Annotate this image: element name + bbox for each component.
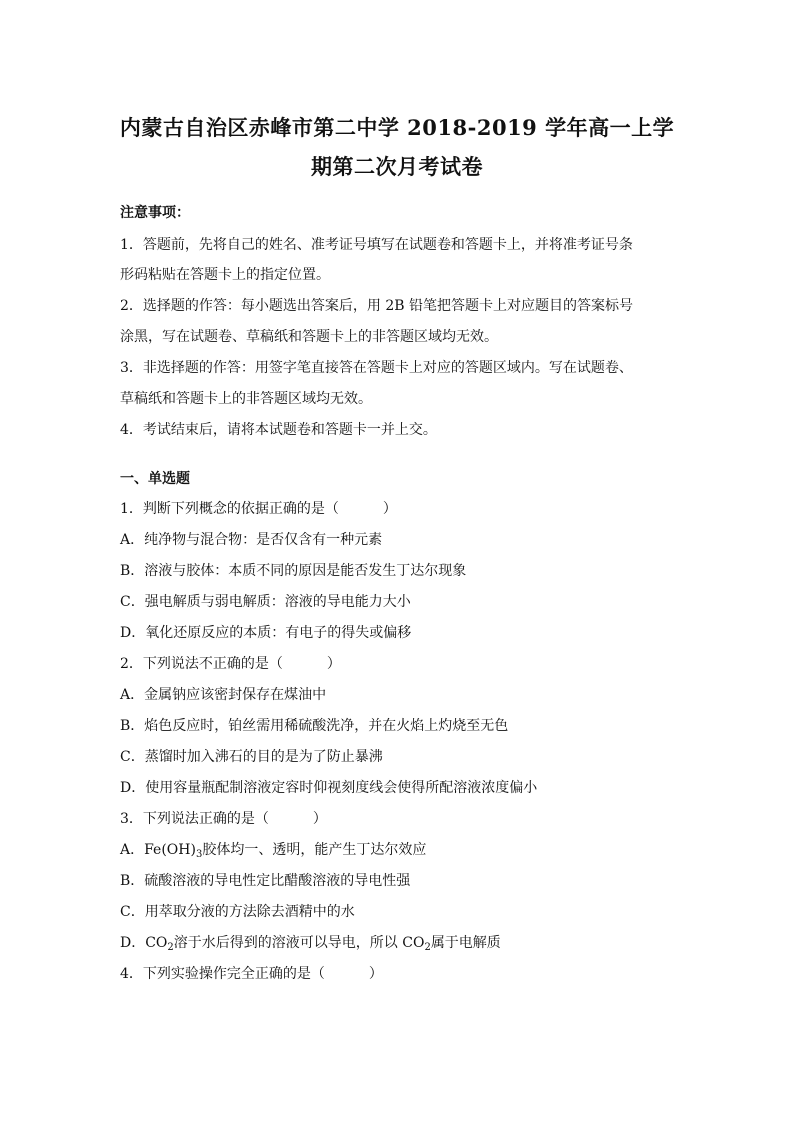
question-1-option-d: D．氧化还原反应的本质：有电子的得失或偏移 [120, 625, 412, 641]
option-d-middle: 溶于水后得到的溶液可以导电，所以 CO [173, 935, 425, 951]
question-3-option-b: B．硫酸溶液的导电性定比醋酸溶液的导电性强 [120, 873, 411, 889]
question-2-option-c: C．蒸馏时加入沸石的目的是为了防止暴沸 [120, 749, 383, 765]
question-1-stem-close: ） [382, 501, 397, 517]
question-3-stem-close: ） [312, 811, 327, 827]
question-1-option-c: C．强电解质与弱电解质：溶液的导电能力大小 [120, 594, 411, 610]
question-4-stem-text: 4．下列实验操作完全正确的是（ [120, 966, 325, 982]
subscript: 3 [195, 849, 203, 860]
question-2-option-a: A．金属钠应该密封保存在煤油中 [120, 687, 327, 703]
question-2-option-d: D．使用容量瓶配制溶液定容时仰视刻度线会使得所配溶液浓度偏小 [120, 780, 538, 796]
exam-title-line-1: 内蒙古自治区赤峰市第二中学 2018-2019 学年高一上学 [119, 115, 675, 140]
option-a-rest: 胶体均一、透明，能产生丁达尔效应 [202, 842, 427, 858]
section-heading: 一、单选题 [120, 471, 190, 487]
option-a-part: A．Fe(OH) [120, 842, 196, 858]
question-2-option-b: B．焰色反应时，铂丝需用稀硫酸洗净，并在火焰上灼烧至无色 [120, 718, 509, 734]
question-3-option-a [120, 840, 680, 860]
notice-item-2b: 涂黑，写在试题卷、草稿纸和答题卡上的非答题区域均无效。 [120, 329, 498, 345]
question-2-stem-close: ） [326, 656, 341, 672]
question-3-stem-text: 3．下列说法正确的是（ [120, 811, 269, 827]
question-1-option-b: B．溶液与胶体：本质不同的原因是能否发生丁达尔现象 [120, 563, 467, 579]
question-3-option-c: C．用萃取分液的方法除去酒精中的水 [120, 904, 355, 920]
subscript: 2 [424, 942, 431, 953]
question-1-option-a: A．纯净物与混合物：是否仅含有一种元素 [120, 532, 383, 548]
notice-item-1b: 形码粘贴在答题卡上的指定位置。 [120, 267, 330, 283]
notice-item-4: 4．考试结束后，请将本试题卷和答题卡一并上交。 [120, 422, 437, 438]
option-d-rest: 属于电解质 [430, 935, 501, 951]
option-d-part: D．CO [120, 935, 168, 951]
question-2-stem-text: 2．下列说法不正确的是（ [120, 656, 283, 672]
notice-item-1a: 1．答题前，先将自己的姓名、准考证号填写在试题卷和答题卡上，并将准考证号条 [120, 237, 633, 253]
notice-item-3b: 草稿纸和答题卡上的非答题区域均无效。 [120, 391, 372, 407]
notice-item-3a: 3．非选择题的作答：用签字笔直接答在答题卡上对应的答题区域内。写在试题卷、 [120, 360, 633, 376]
exam-title-line-2: 期第二次月考试卷 [311, 154, 483, 179]
question-4-stem-close: ） [368, 966, 383, 982]
question-1-stem-text: 1．判断下列概念的依据正确的是（ [120, 501, 339, 517]
question-4-stem [120, 964, 680, 984]
notice-item-2a: 2．选择题的作答：每小题选出答案后，用 2B 铅笔把答题卡上对应题目的答案标号 [120, 298, 634, 314]
notice-heading: 注意事项： [120, 205, 190, 221]
question-3-stem [120, 809, 680, 829]
question-2-stem [120, 654, 680, 674]
question-3-option-d [120, 933, 680, 953]
subscript: 2 [167, 942, 174, 953]
question-1-stem [120, 499, 680, 519]
